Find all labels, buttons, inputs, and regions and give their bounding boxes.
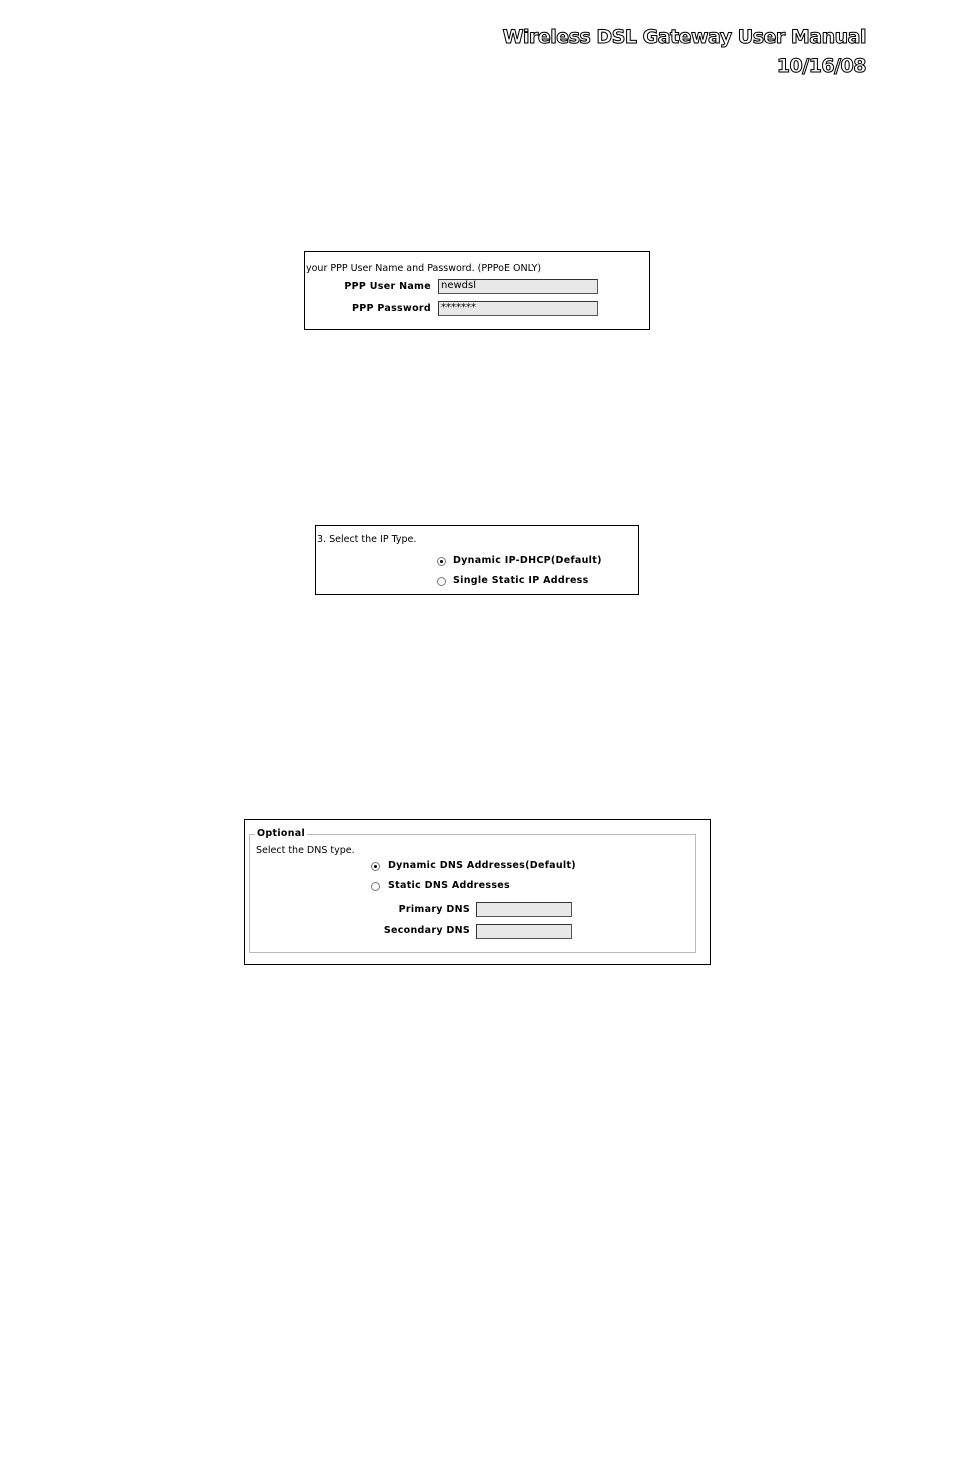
ppp-credentials-panel — [304, 251, 650, 330]
secondary-dns-label: Secondary DNS — [383, 925, 470, 936]
dns-panel — [244, 819, 711, 965]
ip-dhcp-radio[interactable] — [437, 557, 446, 566]
ip-dhcp-label: Dynamic IP-DHCP(Default) — [453, 555, 602, 566]
ip-static-radio[interactable] — [437, 577, 446, 586]
dns-instruction: Select the DNS type. — [256, 845, 355, 856]
manual-title: Wireless DSL Gateway User Manual — [502, 26, 866, 48]
ppp-instruction: your PPP User Name and Password. (PPPoE ONLY) — [306, 263, 542, 274]
ppp-username-input[interactable]: newdsl — [438, 279, 598, 294]
primary-dns-input[interactable] — [476, 902, 572, 917]
ip-type-panel — [315, 525, 639, 595]
primary-dns-label: Primary DNS — [398, 904, 470, 915]
manual-date: 10/16/08 — [776, 55, 866, 77]
dns-optional-legend: Optional — [257, 828, 306, 839]
ip-type-instruction: 3. Select the IP Type. — [317, 534, 417, 545]
ip-static-label: Single Static IP Address — [453, 575, 589, 586]
dns-dynamic-radio[interactable] — [371, 862, 380, 871]
ppp-password-label: PPP Password — [351, 303, 431, 314]
dns-static-label: Static DNS Addresses — [388, 880, 511, 891]
secondary-dns-input[interactable] — [476, 924, 572, 939]
dns-static-radio[interactable] — [371, 882, 380, 891]
ppp-username-label: PPP User Name — [344, 281, 431, 292]
dns-dynamic-label: Dynamic DNS Addresses(Default) — [388, 860, 576, 871]
ppp-password-input[interactable]: ******* — [438, 301, 598, 316]
